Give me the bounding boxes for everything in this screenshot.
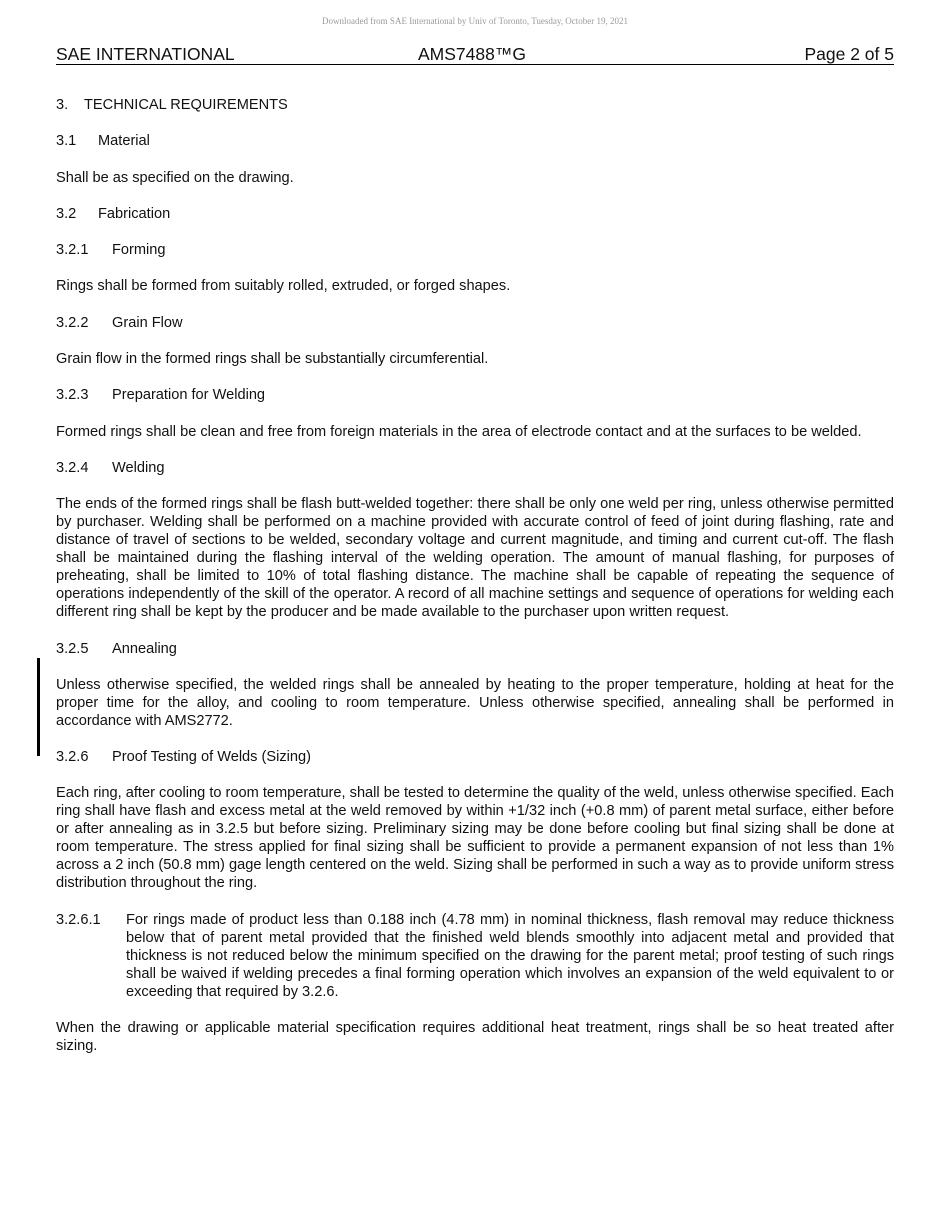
section-title: Fabrication xyxy=(98,205,171,222)
section-3-2-heading xyxy=(56,205,894,223)
section-number: 3.1 xyxy=(56,133,77,150)
header-page-number: Page 2 of 5 xyxy=(804,44,894,64)
section-3-2-6-1-body: For rings made of product less than 0.188 inch (4.78 mm) in nominal thickness, flash removal may reduce thickness below that of parent metal provided that the finished weld blends smoothly into adjacent metal and provided that thickness is not reduced below the minimum specified on the drawing for the parent metal; proof testing of such rings shall be waived if welding precedes a final forming operation which involves an expansion of the weld equivalent to or exceeding that required by 3.2.6. xyxy=(126,911,894,1000)
header-doc-id: AMS7488™G xyxy=(418,44,526,64)
section-number: 3.2 xyxy=(56,205,77,222)
section-3-2-3-heading xyxy=(56,386,894,404)
header-org: SAE INTERNATIONAL xyxy=(56,44,235,64)
document-body xyxy=(56,96,894,1073)
section-3-1-heading xyxy=(56,132,894,150)
closing-paragraph: When the drawing or applicable material specification requires additional heat treatment, rings shall be so heat treated after sizing. xyxy=(56,1020,894,1055)
section-title: Welding xyxy=(112,459,165,476)
section-title: Annealing xyxy=(112,640,177,657)
section-title: Material xyxy=(98,133,150,150)
section-3-2-5-heading xyxy=(56,640,894,658)
section-number: 3.2.6 xyxy=(56,749,89,766)
download-watermark: Downloaded from SAE International by Univ of Toronto, Tuesday, October 19, 2021 xyxy=(321,16,629,26)
section-3-2-4-heading xyxy=(56,459,894,477)
section-3-heading xyxy=(56,96,894,114)
section-3-2-3-body: Formed rings shall be clean and free from foreign materials in the area of electrode contact and at the surfaces to be welded. xyxy=(56,423,862,440)
section-3-2-6-heading xyxy=(56,748,894,766)
section-3-2-1-body: Rings shall be formed from suitably rolled, extruded, or forged shapes. xyxy=(56,278,511,295)
section-3-2-4-body: The ends of the formed rings shall be flash butt-welded together: there shall be only one weld per ring, unless otherwise permitted by purchaser. Welding shall be performed on a machine provided with accurate control of feed of joint during flashing, rate and distance of travel of sections to be welded, secondary voltage and current magnitude, and timing and current cut-off. The flash shall be maintained during the flashing interval of the welding operation. The amount of manual flashing, for purposes of preheating, shall be limited to 10% of total flashing distance. The machine shall be capable of repeating the sequence of operations independently of the skill of the operator. A record of all machine settings and sequence of operations for welding each different ring shall be kept by the producer and be made available to the purchaser upon written request. xyxy=(56,496,894,621)
section-3-2-2-heading xyxy=(56,314,894,332)
section-number: 3.2.3 xyxy=(56,387,89,404)
section-3-2-6-1 xyxy=(56,911,894,1001)
section-title: Proof Testing of Welds (Sizing) xyxy=(112,749,311,766)
section-number: 3.2.1 xyxy=(56,242,89,259)
section-3-2-5-body: Unless otherwise specified, the welded rings shall be annealed by heating to the proper temperature, holding at heat for the proper time for the alloy, and cooling to room temperature. Unless otherwise specified, annealing shall be performed in accordance with AMS2772. xyxy=(56,676,894,729)
section-title: Preparation for Welding xyxy=(112,387,266,404)
section-number: 3. xyxy=(56,97,69,113)
section-number: 3.2.6.1 xyxy=(56,911,101,928)
section-number: 3.2.2 xyxy=(56,314,89,331)
revision-change-bar xyxy=(37,658,40,756)
section-3-2-1-heading xyxy=(56,241,894,259)
page-header xyxy=(56,44,894,65)
section-title: Forming xyxy=(112,242,166,259)
section-title: TECHNICAL REQUIREMENTS xyxy=(84,97,288,113)
section-number: 3.2.4 xyxy=(56,459,89,476)
section-3-1-body: Shall be as specified on the drawing. xyxy=(56,169,294,186)
section-3-2-6-body: Each ring, after cooling to room temperature, shall be tested to determine the quality of the weld, unless otherwise specified. Each ring shall have flash and excess metal at the weld removed by within +1/32 inch (+0.8 mm) of parent metal surface, either before or after annealing as in 3.2.5 but before sizing. Preliminary sizing may be done before cooling but final sizing shall be done at room temperature. The stress applied for final sizing shall be sufficient to provide a permanent expansion of not less than 1% across a 2 inch (50.8 mm) gage length centered on the weld. Sizing shall be performed in such a way as to provide uniform stress distribution throughout the ring. xyxy=(56,785,894,892)
section-number: 3.2.5 xyxy=(56,640,89,657)
section-title: Grain Flow xyxy=(112,314,183,331)
section-3-2-2-body: Grain flow in the formed rings shall be substantially circumferential. xyxy=(56,351,489,368)
